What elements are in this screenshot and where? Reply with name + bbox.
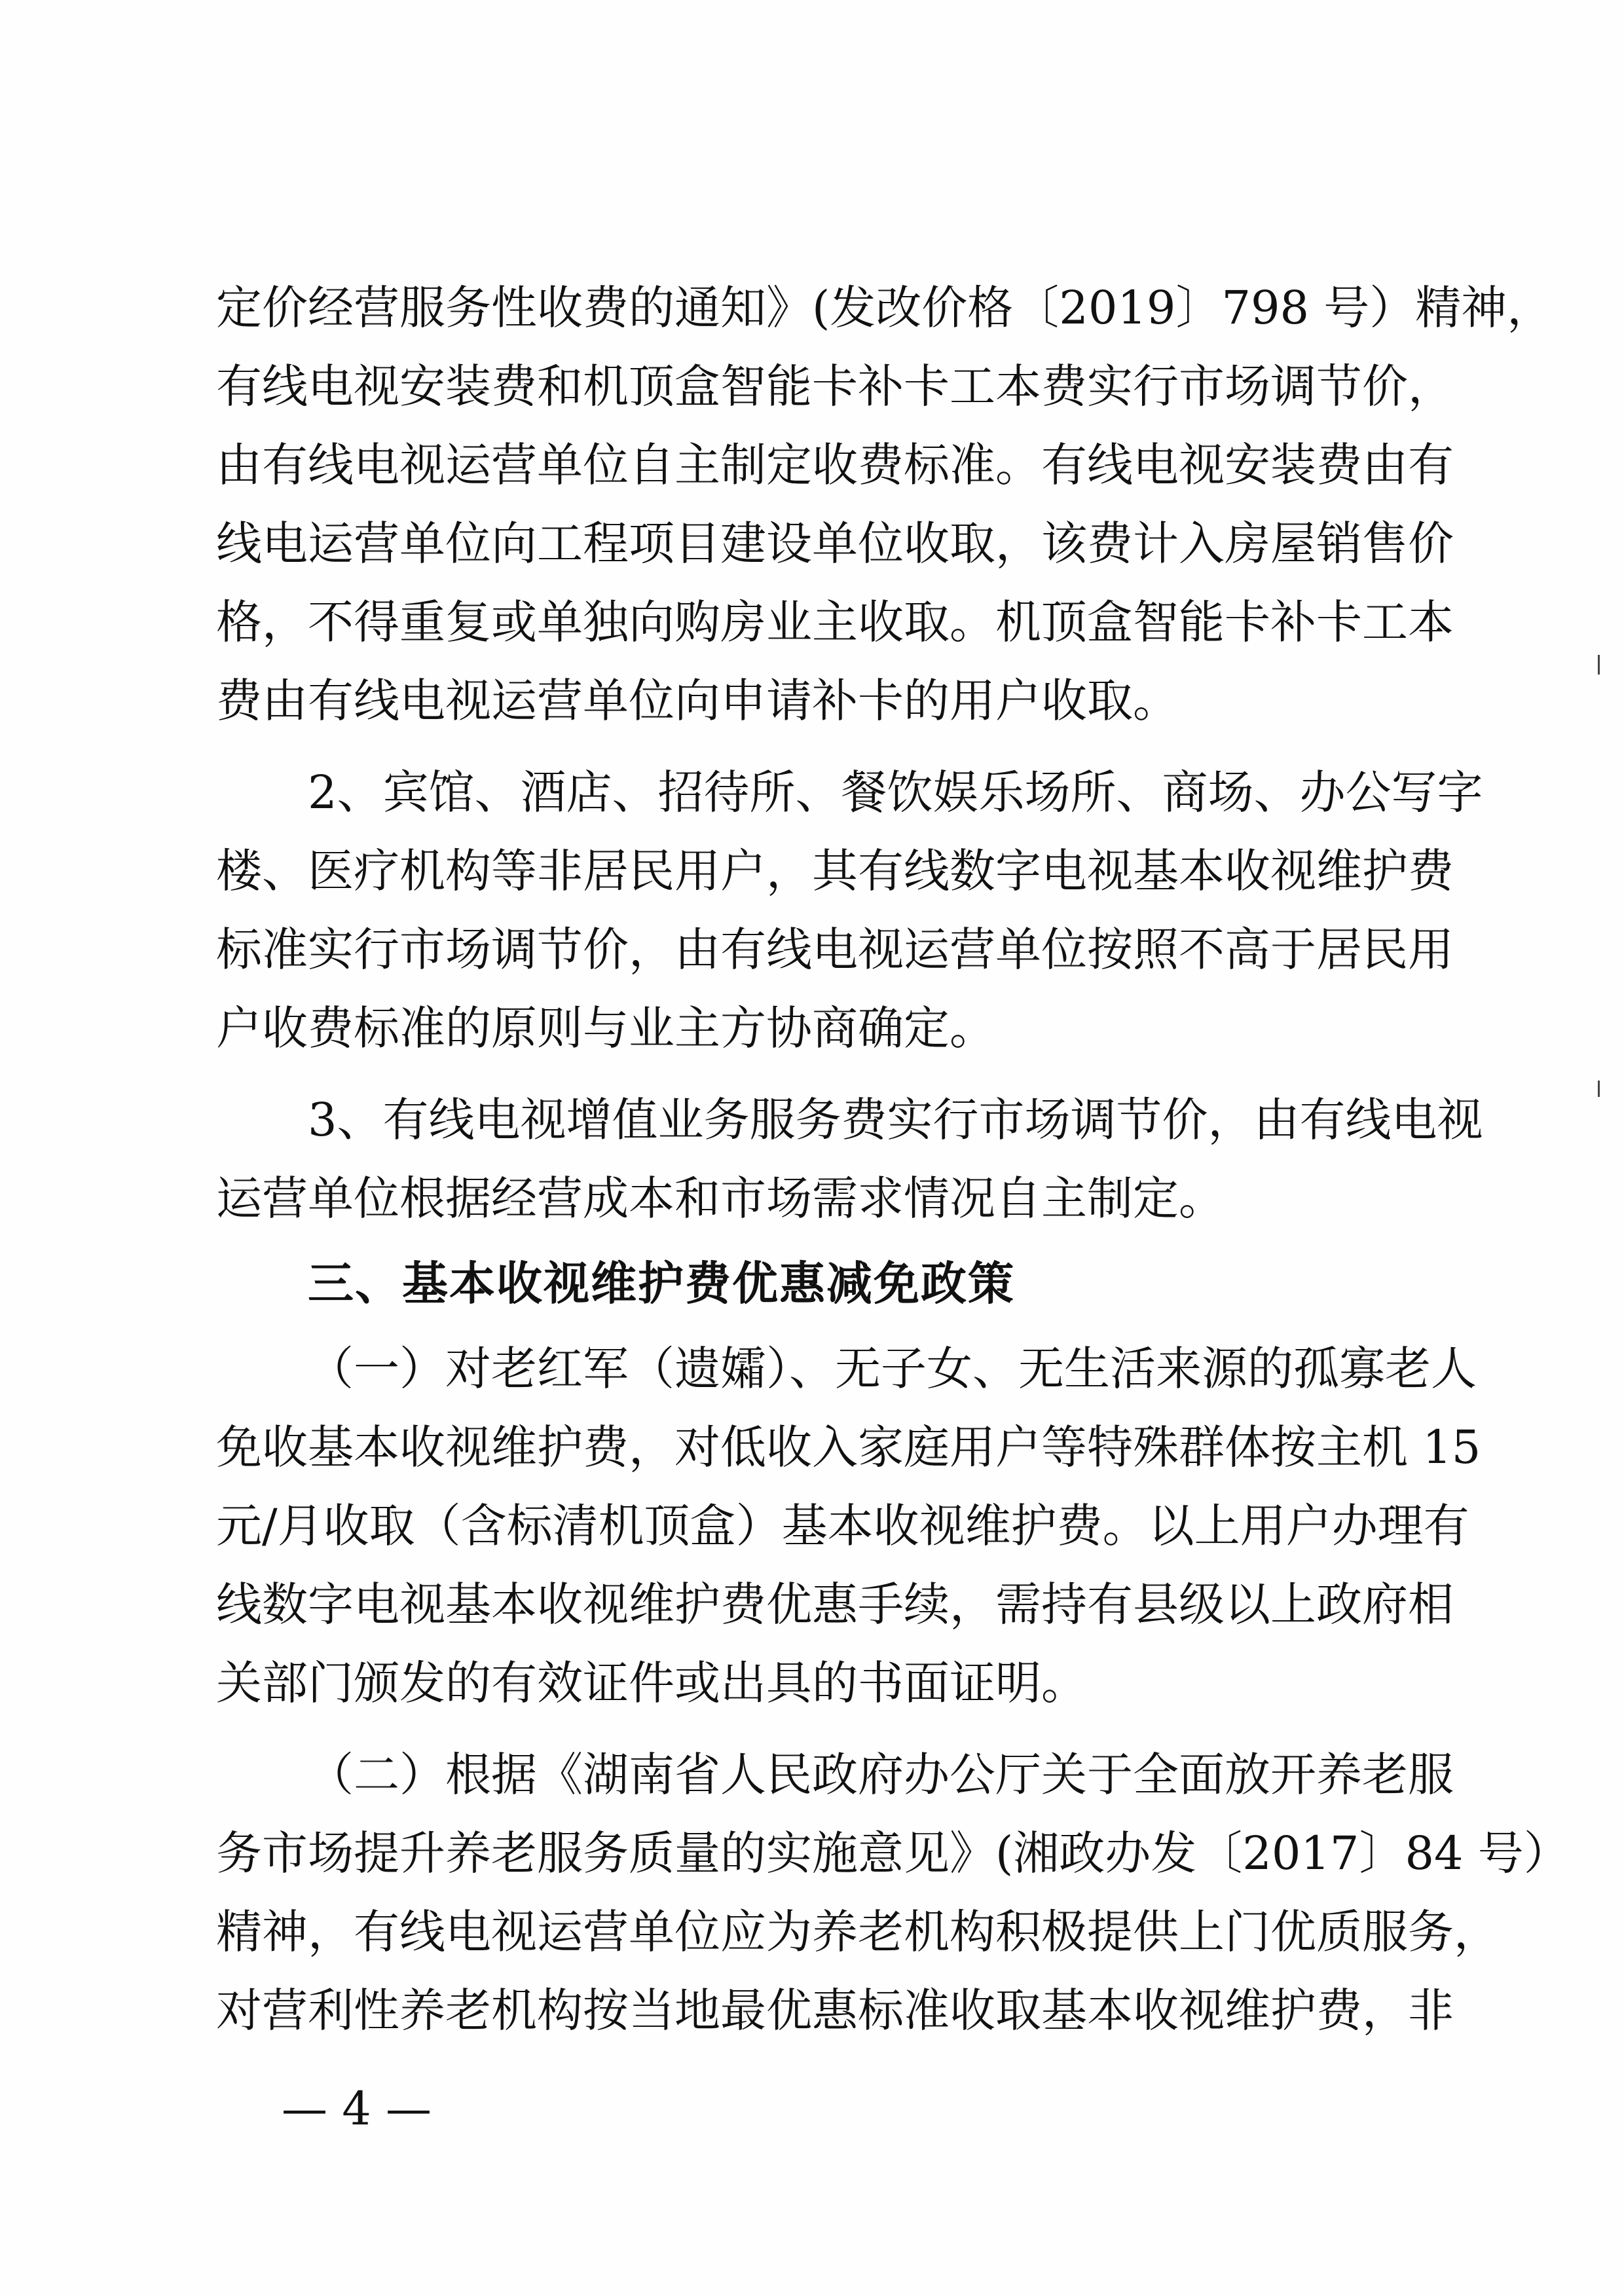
- text-line: 免收基本收视维护费，对低收入家庭用户等特殊群体按主机 15: [216, 1420, 1481, 1474]
- text-line: 户收费标准的原则与业主方协商确定。: [216, 1001, 995, 1055]
- scan-mark: [1598, 655, 1600, 675]
- text-line: 运营单位根据经营成本和市场需求情况自主制定。: [216, 1172, 1225, 1225]
- text-line: 关部门颁发的有效证件或出具的书面证明。: [216, 1656, 1087, 1710]
- text-line: 楼、医疗机构等非居民用户，其有线数字电视基本收视维护费: [216, 844, 1454, 898]
- text-line: 格，不得重复或单独向购房业主收取。机顶盒智能卡补卡工本: [216, 595, 1454, 649]
- text-line: 2、宾馆、酒店、招待所、餐饮娱乐场所、商场、办公写字: [308, 766, 1483, 819]
- text-line: 定价经营服务性收费的通知》(发改价格〔2019〕798 号）精神，: [216, 281, 1553, 335]
- text-line: （二）根据《湖南省人民政府办公厅关于全面放开养老服: [308, 1748, 1454, 1802]
- text-line: 由有线电视运营单位自主制定收费标准。有线电视安装费由有: [216, 438, 1454, 492]
- text-line: 线电运营单位向工程项目建设单位收取，该费计入房屋销售价: [216, 517, 1454, 570]
- text-line: 精神，有线电视运营单位应为养老机构积极提供上门优质服务，: [216, 1905, 1500, 1959]
- text-line: 线数字电视基本收视维护费优惠手续，需持有县级以上政府相: [216, 1578, 1454, 1631]
- text-line: 标准实行市场调节价，由有线电视运营单位按照不高于居民用: [216, 923, 1454, 976]
- page-number: — 4 —: [282, 2082, 432, 2136]
- text-line: 元/月收取（含标清机顶盒）基本收视维护费。以上用户办理有: [216, 1499, 1469, 1553]
- text-line: 务市场提升养老服务质量的实施意见》(湘政办发〔2017〕84 号）: [216, 1826, 1570, 1880]
- text-line: 3、有线电视增值业务服务费实行市场调节价，由有线电视: [308, 1093, 1483, 1147]
- section-heading: 三、基本收视维护费优惠减免政策: [308, 1257, 1015, 1310]
- text-line: 有线电视安装费和机顶盒智能卡补卡工本费实行市场调节价，: [216, 360, 1454, 413]
- text-line: 费由有线电视运营单位向申请补卡的用户收取。: [216, 674, 1179, 728]
- text-line: （一）对老红军（遗孀）、无子女、无生活来源的孤寡老人: [308, 1342, 1477, 1396]
- text-line: 对营利性养老机构按当地最优惠标准收取基本收视维护费，非: [216, 1984, 1454, 2037]
- scan-mark: [1598, 1081, 1600, 1097]
